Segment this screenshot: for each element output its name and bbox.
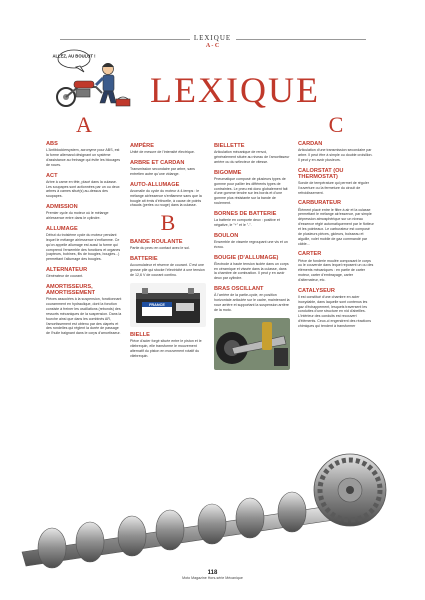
glossary-term: AMORTISSEURS, AMORTISSEMENT	[46, 284, 96, 297]
glossary-definition: Pièce de fonderie moulée composant le corps ou le couvercle dans lequel reposent un ou des éléments mécaniques : en partie de carter moteur, carter d'embrayage, carter d'alternateur, etc.	[298, 258, 374, 282]
glossary-definition: Pièces associées à la suspension, fonctionnant couramment en hydraulique, dont la fonction consiste à freiner les oscillations (rebonds) des ressorts mécaniques de la suspension. Dans la fourche ainsi que dans les combinés AR, l'amortissement est obtenu par des clapets et des rondelles qui règlent la durée de passage de l'huile baignant dans le corps d'amortisseur.	[46, 297, 122, 336]
glossary-term: BOULON	[214, 232, 239, 239]
glossary-definition: Sonde de température qui permet de réguler l'ouverture ou la fermeture du circuit de refroidissement.	[298, 180, 369, 195]
glossary-definition: Transmission secondaire par arbre, sans entretien autre qu'une vidange.	[130, 167, 195, 176]
swingarm-photo	[214, 318, 290, 370]
glossary-term: BRAS OSCILLANT	[214, 286, 264, 293]
glossary-definition: Articulation d'une transmission secondaire par arbre. Il peut être à simple ou double croisillon. Il peut y en avoir plusieurs.	[298, 148, 373, 162]
column-a-b	[130, 138, 206, 359]
glossary-term: CALORSTAT (OU THERMOSTAT)	[298, 167, 344, 180]
glossary-definition: Électrode à haute tension isolée dans un corps en céramique et vissée dans la culasse, dans la chambre de combustion. Il peut y en avoir deux par cylindre.	[214, 261, 289, 281]
glossary-definition: Pneumatique composé de plusieurs types de gomme pour pallier les différents types de contraintes. Le pneu est donc globalement fait d'une gomme tendre sur les bords et d'une gomme plus résistante sur la bande de roulement.	[214, 176, 288, 206]
page-footer	[0, 570, 425, 580]
glossary-term: AMPÈRE	[130, 143, 154, 149]
battery-photo	[130, 283, 206, 327]
battery-brand-label: FRANCE	[149, 302, 165, 307]
glossary-definition: Pièce d'acier forgé située entre le piston et le vilebrequin, elle transforme le mouvement alternatif du piston en mouvement rotatif du vilebrequin.	[130, 339, 202, 358]
glossary-term: BATTERIE	[130, 256, 158, 263]
speech-bubble-text: ALLEZ, AU BOULOT !	[52, 53, 96, 59]
glossary-definition: À l'arrière de la partie-cycle, en position horizontale articulée sur le cadre, maintenant la roue arrière et supportant la suspension arrière de la moto.	[214, 293, 290, 312]
glossary-definition: La batterie en comporte deux : positive et négative, le "+" et le "-".	[214, 218, 280, 227]
glossary-definition: L'Antiblockiersystem, acronyme pour ABS, est la forme allemand désignant un système d'assistance au freinage qui évite les blocages de roues.	[46, 148, 121, 167]
glossary-term: BANDE ROULANTE	[130, 239, 183, 246]
glossary-definition: Générateur de courant.	[46, 274, 84, 279]
glossary-term: CARDAN	[298, 141, 323, 147]
mechanic-cartoon-illustration	[52, 47, 134, 109]
glossary-definition: Premier cycle du moteur où le mélange air/essence entre dans le cylindre.	[46, 211, 109, 221]
glossary-term: ADMISSION	[46, 204, 78, 211]
glossary-term: ALTERNATEUR	[46, 267, 88, 274]
glossary-term: ALLUMAGE	[46, 225, 78, 232]
glossary-definition: Ensemble de visserie regroupant une vis et un écrou.	[214, 239, 288, 249]
section-letter-c: C	[328, 112, 344, 137]
glossary-definition: Articulation mécanique de renvoi, généralement située au niveau de l'amortisseur arrière ou du sélecteur de vitesse.	[214, 150, 290, 164]
glossary-term: AUTO-ALLUMAGE	[130, 181, 180, 188]
glossary-definition: Début du troisième cycle du moteur pendant lequel le mélange air/essence s'enflamme. Ce qu'on appelle allumage est aussi la forme qui comprend l'ensemble des fonctions et organes (capteurs, bobines, fils de bougies, bougies...) permettant l'allumage des bougies.	[46, 233, 121, 262]
glossary-definition: Élément placé entre le filtre à air et la culasse permettant le mélange air/essence, par simple dépression atmosphérique sur un niveau d'essence réglé automatiquement par le flotteur et les pointeaux. Le carburateur est composé de plusieurs pièces, gicleurs, boisseau et aiguille, volet mobile de gaz commandé par câble...	[298, 207, 374, 246]
glossary-definition: Accumulateur et réserve de courant. C'est une grosse pile qui stocke l'électricité à une tension de 12,6 V de courant continu.	[130, 263, 205, 278]
glossary-term: BOUGIE (D'ALLUMAGE)	[214, 254, 279, 261]
header-section: LEXIQUE	[193, 34, 232, 42]
glossary-term: BORNES DE BATTERIE	[214, 210, 277, 217]
section-letter-b: B	[160, 210, 176, 236]
glossary-term: ACT	[46, 172, 58, 179]
footer-publication: Moto Magazine Hors-série Mécanique	[182, 576, 243, 580]
glossary-definition: Partie du pneu en contact avec le sol.	[130, 246, 190, 251]
header-rule-left	[60, 39, 190, 40]
column-a	[46, 112, 122, 336]
column-c	[298, 112, 374, 329]
glossary-term: CARTER	[298, 251, 322, 258]
glossary-term: ARBRE ET CARDAN	[130, 159, 185, 166]
camshaft-photo	[0, 440, 425, 590]
glossary-term: CARBURATEUR	[298, 200, 342, 207]
glossary-term: BIGOMME	[214, 169, 242, 176]
glossary-term: BIELLE	[130, 331, 150, 338]
header-rule-right	[236, 39, 366, 40]
glossary-definition: Arbre à came en tête, placé dans la culasse. Les soupapes sont actionnées par un ou deux arbres à cames situé(s) au-dessus des soupapes.	[46, 179, 120, 199]
glossary-term: ABS	[46, 141, 58, 147]
page-title: LEXIQUE	[150, 70, 320, 110]
section-letter-a: A	[76, 112, 92, 137]
glossary-term: BIELLETTE	[214, 143, 245, 149]
header-range: A - C	[205, 43, 220, 49]
glossary-definition: Unité de mesure de l'intensité électrique.	[130, 150, 195, 155]
glossary-definition: Anomalie du cycle du moteur à 4-temps : le mélange air/essence s'enflamme sans que la bougie ait émis d'étincelle, à cause de points chauds (perles ou rouge) dans la culasse.	[130, 188, 202, 208]
column-b	[214, 138, 290, 370]
glossary-definition: Il est constitué d'une chambre en acier inoxydable, dans laquelle sont contenus les gaz d'échappement, lesquels traversent les conduites d'une structure en nid d'abeilles. L'intérieur des conduits est recouvert d'éléments. Ceux-ci engendrent des réactions chimiques qui tendent à transformer	[298, 294, 372, 328]
glossary-term: CATALYSEUR	[298, 287, 335, 294]
page-number: 118	[207, 570, 218, 576]
